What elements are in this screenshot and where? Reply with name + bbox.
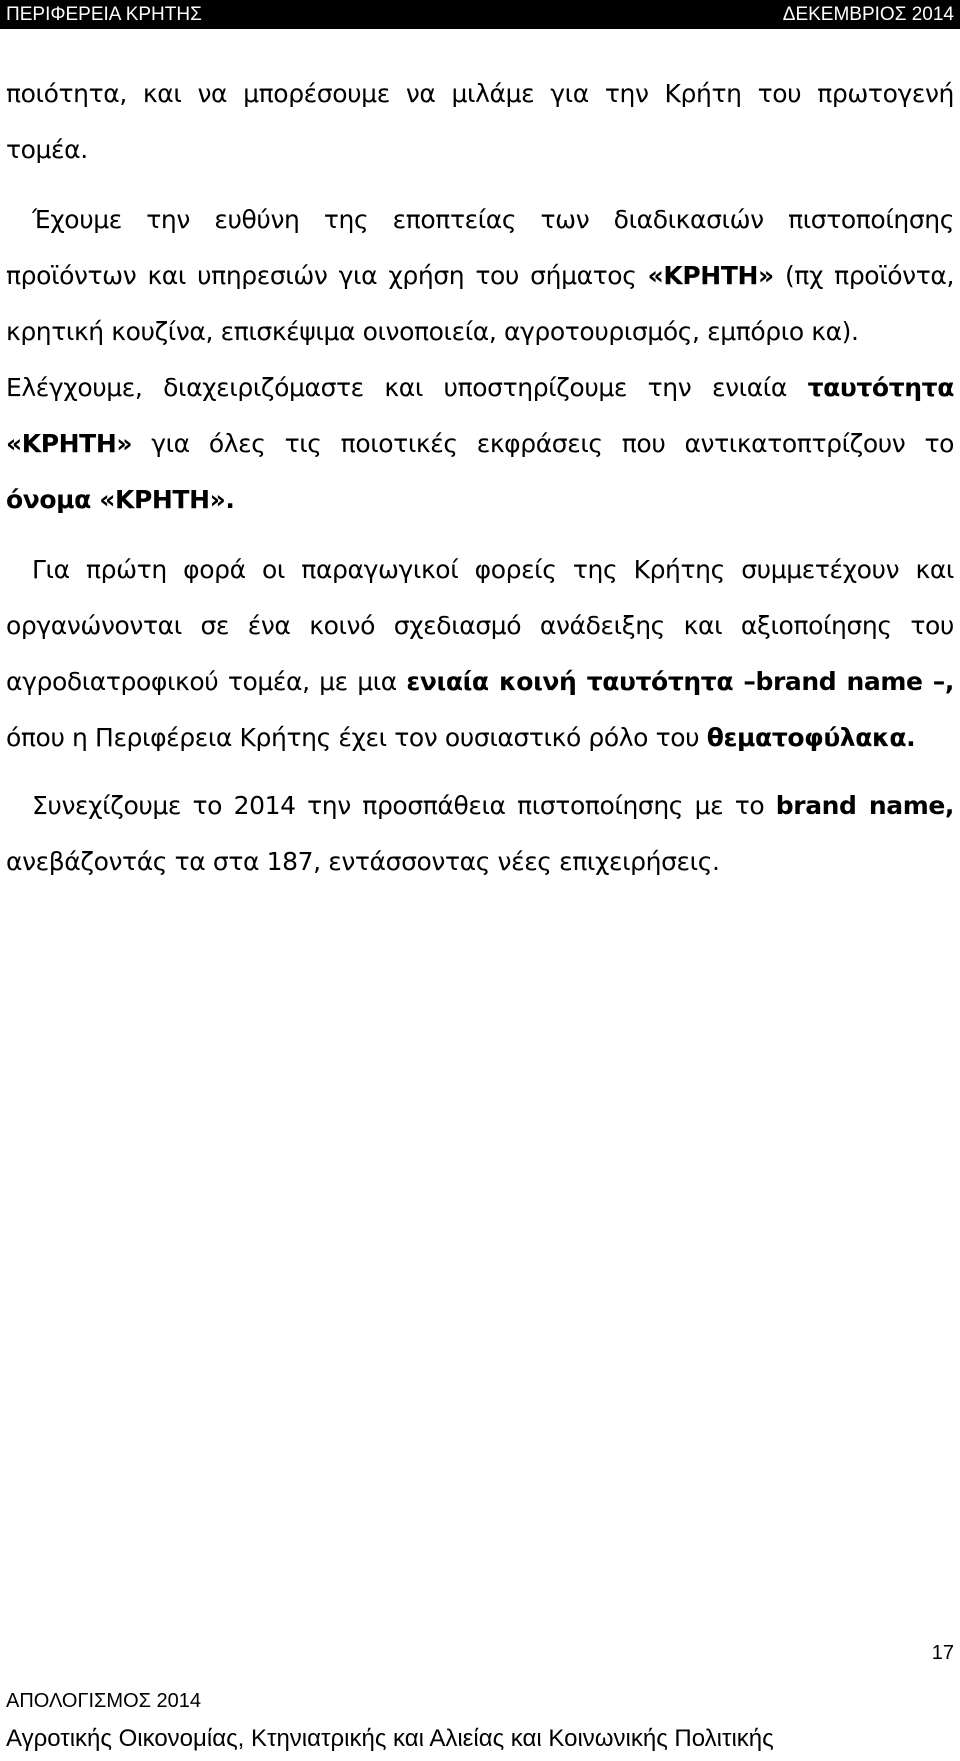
paragraph-1-text: ποιότητα, και να μπορέσουμε να μιλάμε για την Κρήτη του πρωτογενή τομέα. [6, 79, 954, 164]
paragraph-3 [6, 360, 954, 528]
footer-department: Αγροτικής Οικονομίας, Κτηνιατρικής και Αλιείας και Κοινωνικής Πολιτικής [6, 1725, 774, 1752]
paragraph-2-bold-a: «ΚΡΗΤΗ» [647, 261, 774, 290]
paragraph-4-text-a: Για πρώτη φορά οι παραγωγικοί φορείς της Κρήτης συμμετέχουν και οργανώνονται σε ένα κοινό σχεδιασμό ανάδειξης και αξιοποίησης του αγροδιατροφικού τομέα, με μια [6, 555, 954, 696]
paragraph-5-text-a: Συνεχίζουμε το 2014 την προσπάθεια πιστοποίησης με το [32, 791, 776, 820]
paragraph-2-text-b: (πχ προϊόντα, κρητική κουζίνα, επισκέψιμα οινοποιεία, αγροτουρισμός, εμπόριο κα). [6, 261, 954, 346]
paragraph-3-text-a: Ελέγχουμε, διαχειριζόμαστε και υποστηρίζουμε την ενιαία [6, 373, 808, 402]
paragraph-5-bold-a: brand name, [775, 791, 954, 820]
header-region-title: ΠΕΡΙΦΕΡΕΙΑ ΚΡΗΤΗΣ [6, 4, 202, 25]
page-number: 17 [931, 1642, 954, 1664]
paragraph-4-text-b: όπου η Περιφέρεια Κρήτης έχει τον ουσιαστικό ρόλο του [6, 723, 707, 752]
paragraph-3-bold-a: ταυτότητα «ΚΡΗΤΗ» [6, 373, 954, 458]
paragraph-4 [6, 542, 954, 766]
paragraph-2 [6, 192, 954, 360]
page-header [0, 0, 960, 29]
paragraph-2-text-a: Έχουμε την ευθύνη της εποπτείας των διαδικασιών πιστοποίησης προϊόντων και υπηρεσιών για χρήση του σήματος [6, 205, 954, 290]
paragraph-3-bold-b: όνομα «ΚΡΗΤΗ». [6, 485, 235, 514]
paragraph-4-bold-a: ενιαία κοινή ταυτότητα –brand name –, [406, 667, 954, 696]
footer-report-title: ΑΠΟΛΟΓΙΣΜΟΣ 2014 [6, 1690, 202, 1712]
paragraph-3-text-b: για όλες τις ποιοτικές εκφράσεις που αντικατοπτρίζουν το [132, 429, 954, 458]
paragraph-5 [6, 778, 954, 890]
document-body [6, 66, 954, 890]
paragraph-5-text-b: ανεβάζοντάς τα στα 187, εντάσσοντας νέες επιχειρήσεις. [6, 847, 720, 876]
paragraph-1 [6, 66, 954, 178]
header-date: ΔΕΚΕΜΒΡΙΟΣ 2014 [782, 4, 954, 25]
paragraph-4-bold-b: θεματοφύλακα. [706, 723, 916, 752]
